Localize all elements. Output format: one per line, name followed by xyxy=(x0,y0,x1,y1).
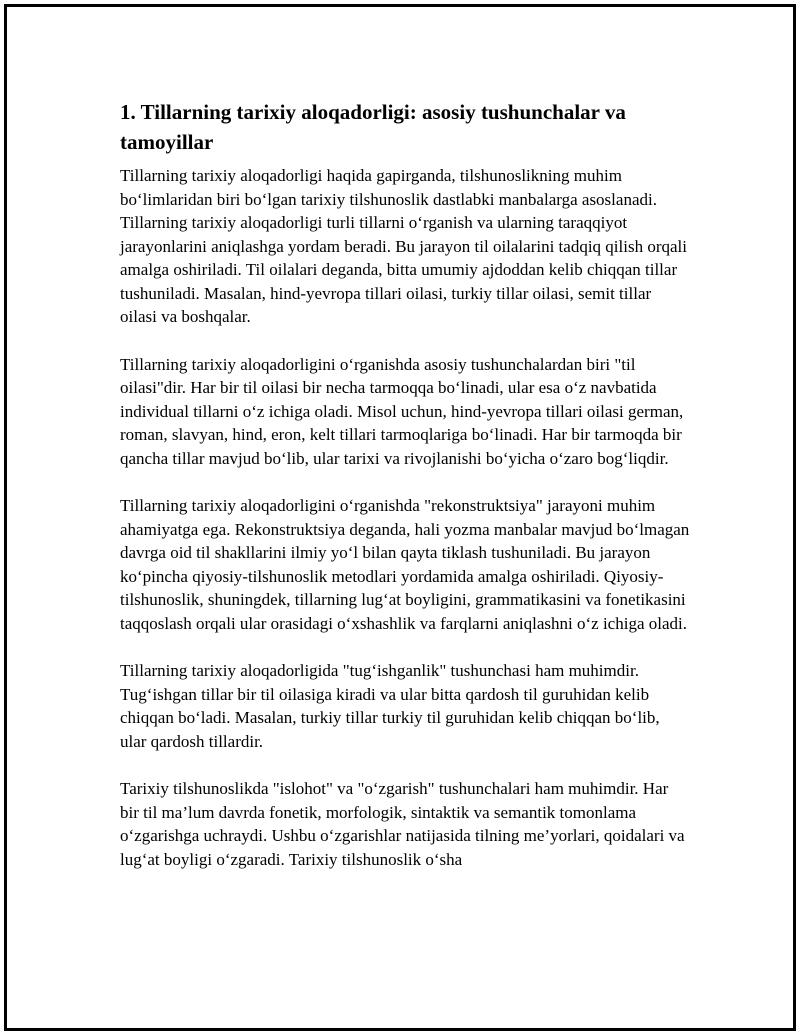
paragraph-5: Tarixiy tilshunoslikda "islohot" va "o‘zgarish" tushunchalari ham muhimdir. Har bir til ma’lum davrda fonetik, morfologik, sintaktik va semantik tomonlama o‘zgarishga uchraydi. Ushbu o‘zgarishlar natijasida tilning me’yorlari, qoidalari va lug‘at boyligi o‘zgaradi. Tarixiy tilshunoslik o‘sha xyxy=(120,779,685,869)
paragraph-4: Tillarning tarixiy aloqadorligida "tug‘ishganlik" tushunchasi ham muhimdir. Tug‘ishgan tillar bir til oilasiga kiradi va ular bitta qardosh til guruhidan kelib chiqqan bo‘ladi. Masalan, turkiy tillar turkiy til guruhidan kelib chiqqan bo‘lib, ular qardosh tillardir. xyxy=(120,661,660,751)
paragraph-1: Tillarning tarixiy aloqadorligi haqida gapirganda, tilshunoslikning muhim bo‘limlaridan biri bo‘lgan tarixiy tilshunoslik dastlabki manbalarga asoslanadi. Tillarning tarixiy aloqadorligi turli tillarni o‘rganish va ularning taraqqiyot jarayonlarini aniqlashga yordam beradi. Bu jarayon til oilalarini tadqiq qilish orqali amalga oshiriladi. Til oilalari deganda, bitta umumiy ajdoddan kelib chiqqan tillar tushuniladi. Masalan, hind-yevropa tillari oilasi, turkiy tillar oilasi, semit tillar oilasi va boshqalar. xyxy=(120,166,687,326)
document-page xyxy=(4,4,796,1031)
paragraph-2: Tillarning tarixiy aloqadorligini o‘rganishda asosiy tushunchalardan biri "til oilasi"dir. Har bir til oilasi bir necha tarmoqqa bo‘linadi, ular esa o‘z navbatida individual tillarni o‘z ichiga oladi. Misol uchun, hind-yevropa tillari oilasi german, roman, slavyan, hind, eron, kelt tillari tarmoqlariga bo‘linadi. Har bir tarmoqda bir qancha tillar mavjud bo‘lib, ular tarixi va rivojlanishi bo‘yicha o‘zaro bog‘liqdir. xyxy=(120,354,684,468)
document-body xyxy=(120,97,690,895)
paragraph-3: Tillarning tarixiy aloqadorligini o‘rganishda "rekonstruktsiya" jarayoni muhim ahamiyatga ega. Rekonstruktsiya deganda, hali yozma manbalar mavjud bo‘lmagan davrga oid til shakllarini ilmiy yo‘l bilan qayta tiklash tushuniladi. Bu jarayon ko‘pincha qiyosiy-tilshunoslik metodlari yordamida amalga oshiriladi. Qiyosiy-tilshunoslik, shuningdek, tillarning lug‘at boyligini, grammatikasini va fonetikasini taqqoslash orqali ular orasidagi o‘xshashlik va farqlarni aniqlashni o‘z ichiga oladi. xyxy=(120,496,690,633)
section-heading: 1. Tillarning tarixiy aloqadorligi: asosiy tushunchalar va tamoyillar xyxy=(120,100,626,154)
